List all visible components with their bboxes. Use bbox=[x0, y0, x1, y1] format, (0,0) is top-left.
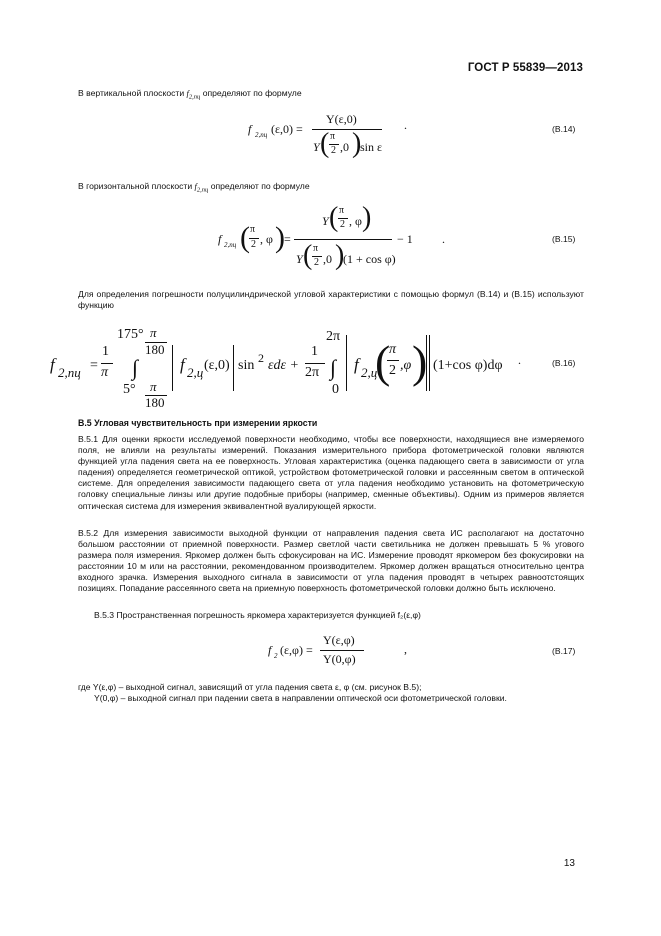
document-id-header: ГОСТ Р 55839—2013 bbox=[467, 62, 583, 74]
paragraph-b53: В.5.3 Пространственная погрешность яркомера характеризуется функцией f₂(ε,φ) bbox=[94, 610, 421, 620]
equation-b17: f 2 (ε,φ) = Y(ε,φ) Y(0,φ) , (В.17) bbox=[268, 633, 576, 666]
paragraph-b51: В.5.1 Для оценки яркости исследуемой поверхности необходимо, чтобы все поверхности, находящиеся вне измеряемого поля, не влияли на результаты измерений. Показания измерительного прибора фотометрической головки являются функцией угла падения света на ее поверхность. Угловая характеристика (оценка падающего света в зависимости от угла падения) определяется геометрической оптикой, устройством фотометрической головки и рассеянным светом в оптической системе. Для определения зависимости падающего света от угла падения необходимо установить на фотометрическую головку специальные линзы или другие подобные приборы (например, сменные объективы). Одним из примеров является оптическая система для измерения эквивалентной вуалирующей яркости. bbox=[78, 434, 584, 511]
equation-number-b17: (В.17) bbox=[552, 646, 576, 656]
equation-b14: f 2,пц (ε,0) = Y(ε,0) Y ( π 2 ,0 ) sin ε . (В.14) bbox=[248, 112, 576, 159]
page-number: 13 bbox=[563, 858, 575, 869]
intro-vertical: В вертикальной плоскости $f_{2,пц}$ определяют по формуле bbox=[78, 88, 302, 101]
paragraph-b52: В.5.2 Для измерения зависимости выходной функции от направления падения света ИС располагают на достаточно большом расстоянии от приемной поверхности. Размер светлой части светильника не должен превышать 5 % угового размера поля измерения. Яркомер должен быть сфокусирован на ИС. Измерение проводят яркомером без фокусировки на расстоянии 10 м или на расстоянии, рекомендованном производителем. Яркомер должен вращаться относительно центра входного зрачка. Измерения выходного сигнала в зависимости от угла падения проводят в четырех равноотстоящих позициях. Попадание рассеянного света на приемную поверхность фотометрической головки должно быть исключено. bbox=[78, 528, 584, 594]
equation-number-b15: (В.15) bbox=[552, 234, 576, 244]
equation-number-b16: (В.16) bbox=[552, 358, 576, 368]
where-line-1: где Y(ε,φ) – выходной сигнал, зависящий от угла падения света ε, φ (см. рисунок В.5); bbox=[78, 682, 422, 692]
equation-b16: f 2,пц = 1 π 175° π 180 ∫ 5° π 180 f 2,ц (ε,0) sin 2 εdε + 1 2π 2π ∫ 0 f 2,ц ( π 2 ,φ ) (1+cos φ)dφ . (В.16) bbox=[50, 325, 576, 410]
equation-number-b14: (В.14) bbox=[552, 124, 576, 134]
intro-horizontal: В горизонтальной плоскости $f_{2,пц}$ определяют по формуле bbox=[78, 181, 310, 194]
paragraph-b16-intro: Для определения погрешности полуцилиндрической угловой характеристики с помощью формул (В.14) и (В.15) используют функцию bbox=[78, 289, 584, 311]
section-heading-b5: В.5 Угловая чувствительность при измерении яркости bbox=[78, 418, 318, 428]
where-line-2: Y(0,φ) – выходной сигнал при падении света в направлении оптической оси фотометрической головки. bbox=[94, 693, 507, 703]
equation-b15: f 2,пц ( π 2 , φ ) = Y ( π 2 , φ ) Y ( π 2 ,0 ) (1 + cos φ) − 1 . (В.15) bbox=[218, 202, 576, 271]
